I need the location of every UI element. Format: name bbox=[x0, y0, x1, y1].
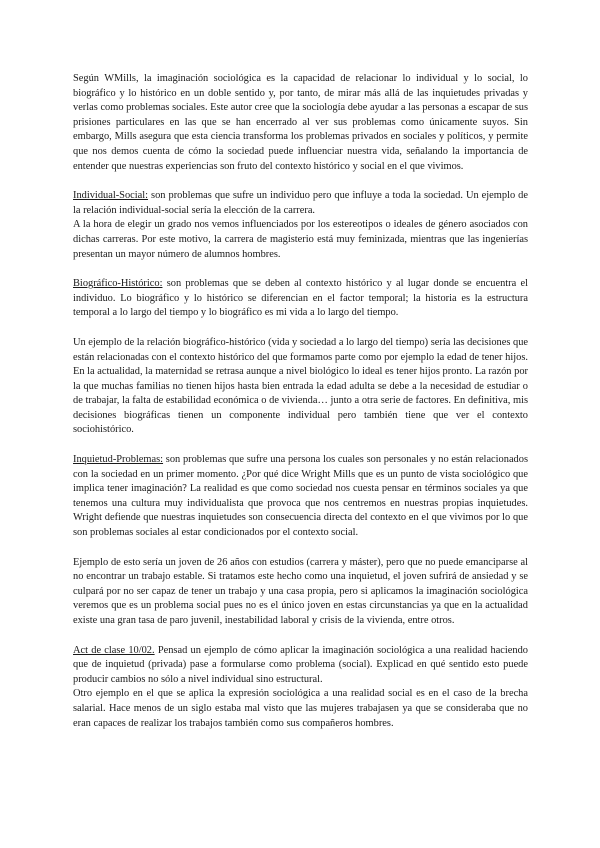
biografico-historico-text: son problemas que se deben al contexto histórico y al lugar donde se encuentra el individuo. Lo biográfico y lo histórico se diferencian en el factor temporal; la historia es la estructura temporal a lo largo del tiempo y lo biográfico es mi vida a lo largo del tiempo. bbox=[73, 278, 528, 319]
act-clase-term: Act de clase 10/02. bbox=[73, 644, 155, 656]
biografico-historico-paragraph bbox=[73, 277, 528, 321]
individual-social-term: Individual-Social: bbox=[73, 190, 149, 202]
individual-social-text: son problemas que sufre un individuo pero que influye a toda la sociedad. Un ejemplo de la relación individual-social sería la elección de la carrera. bbox=[73, 190, 528, 216]
intro-paragraph: Según WMills, la imaginación sociológica es la capacidad de relacionar lo individual y lo social, lo biográfico y lo histórico en un doble sentido y, por tanto, de mirar más allá de las inquietudes privadas y verlas como problemas sociales. Este autor cree que la sociología debe ayudar a las personas a escapar de sus prisiones particulares en las que se han encerrado al ver sus problemas como únicamente suyos. Sin embargo, Mills asegura que esta ciencia transforma los problemas privados en sociales y políticos, y permite que nos demos cuenta de cómo la sociedad puede influenciar nuestra vida, señalando la importancia de entender que nuestras experiencias son fruto del contexto histórico y social en el que vivimos. bbox=[73, 73, 528, 172]
individual-social-paragraph bbox=[73, 189, 528, 218]
inquietud-problemas-term: Inquietud-Problemas: bbox=[73, 454, 164, 466]
ejemplo-joven-paragraph: Ejemplo de esto sería un joven de 26 años con estudios (carrera y máster), pero que no puede emanciparse al no encontrar un trabajo estable. Si tratamos este hecho como una inquietud, el joven sufrirá de ansiedad y se culpará por no ser capaz de tener un trabajo y una casa propia, pero si aplicamos la imaginación sociológica veremos que es un problema social pues no es el único joven en estas circunstancias ya que en la actualidad existe una gran tasa de paro juvenil, inestabilidad laboral y crisis de la vivienda, entre otros. bbox=[73, 556, 528, 626]
act-clase-text: Pensad un ejemplo de cómo aplicar la imaginación sociológica a una realidad haciendo que de inquietud (privada) pase a formularse como problema (social). Explicad en qué sentido esto puede producir cambios no sólo a nivel individual sino estructural. bbox=[73, 644, 529, 685]
inquietud-problemas-paragraph bbox=[73, 453, 528, 541]
ejemplo-biografico-paragraph: Un ejemplo de la relación biográfico-histórico (vida y sociedad a lo largo del tiempo) sería las decisiones que están relacionadas con el contexto histórico del que formamos parte como por ejemplo la edad de tener hijos. En la actualidad, la maternidad se retrasa aunque a nivel biológico lo ideal es tener hijos pronto. La razón por la que muchas familias no tienen hijos hasta bien entrada la edad adulta se debe a la necesidad de estudiar o de trabajar, la falta de estabilidad económica o de vivienda… junto a otra serie de factores. En definitiva, mis decisiones biográficas tienen un componente individual pero también tiene que ver el contexto sociohistórico. bbox=[73, 336, 528, 436]
act-clase-extra: Otro ejemplo en el que se aplica la expresión sociológica a una realidad social es en el caso de la brecha salarial. Hace menos de un siglo estaba mal visto que las mujeres trabajasen ya que se consideraba que no eran capaces de realizar los trabajos también como sus compañeros hombres. bbox=[73, 688, 528, 729]
inquietud-problemas-text: son problemas que sufre una persona los cuales son personales y no están relacionados con la sociedad en un primer momento. ¿Por qué dice Wright Mills que es un punto de vista sociológico que implica tener imaginación? La realidad es que como sociedad nos cuesta pensar en términos sociales ya que tenemos una cultura muy individualista que provoca que nos centremos en nuestras propias inquietudes. Wright defiende que nuestras inquietudes son consecuencia directa del contexto en el que vivimos por lo que son problemas sociales al estar condicionados por el contexto social. bbox=[73, 454, 528, 539]
biografico-historico-term: Biográfico-Histórico: bbox=[73, 278, 163, 290]
individual-social-extra: A la hora de elegir un grado nos vemos influenciados por los estereotipos o ideales de género asociados con dichas carreras. Por este motivo, la carrera de magisterio está muy feminizada, mientras que las ingenierías presentan un mayor número de alumnos hombres. bbox=[73, 219, 528, 260]
act-clase-paragraph bbox=[73, 644, 528, 688]
